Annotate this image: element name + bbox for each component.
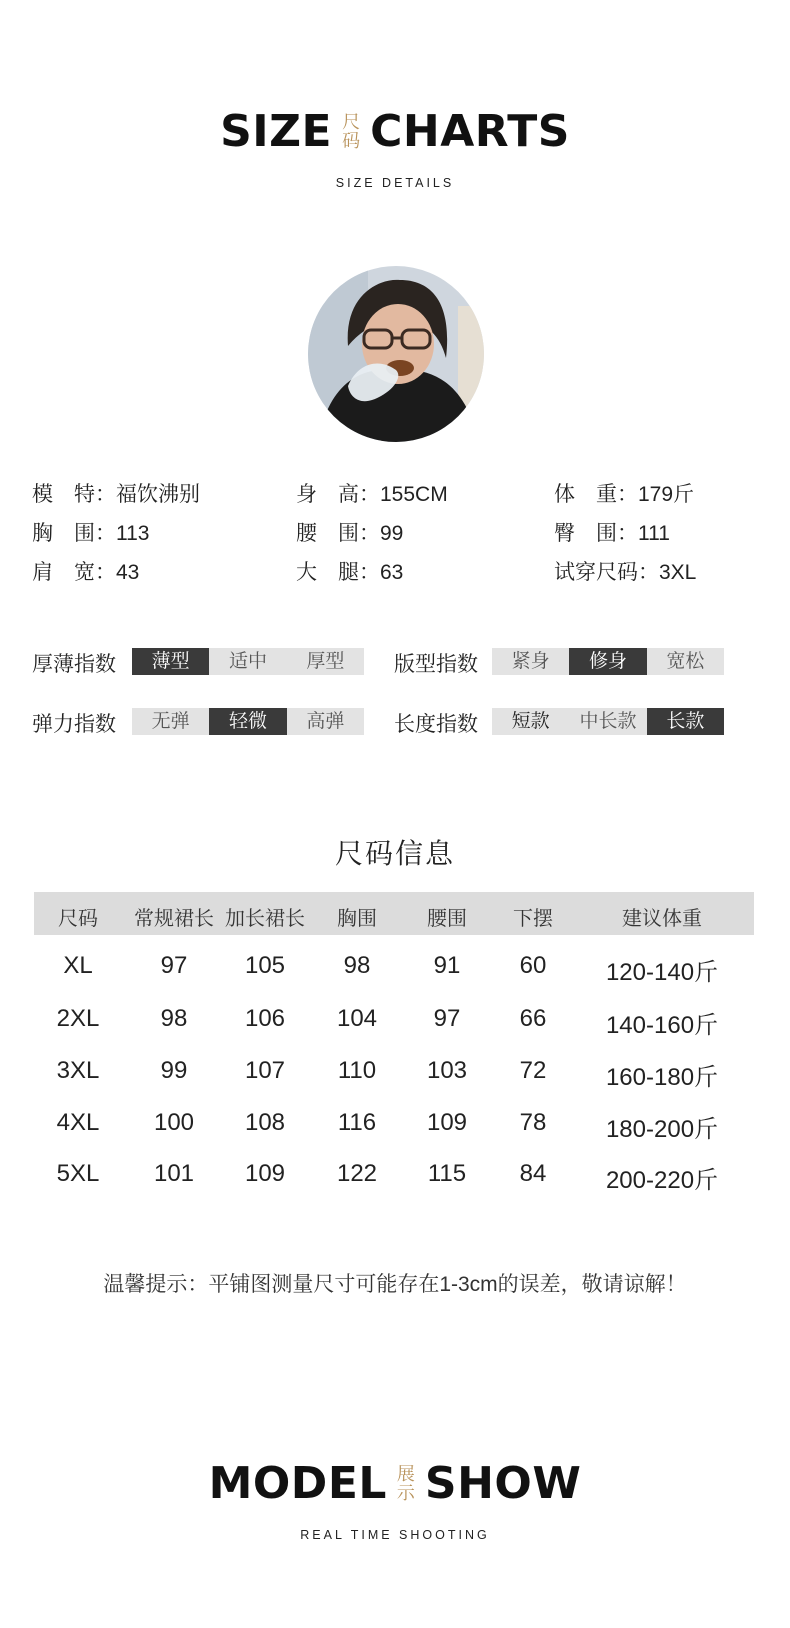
thickness-index-label: 厚薄指数 bbox=[32, 653, 116, 676]
fit-option-tight: 紧身 bbox=[511, 651, 550, 672]
size-table-cell-regular-length: 97 bbox=[160, 952, 188, 979]
thickness-option-medium: 适中 bbox=[228, 651, 267, 672]
size-table-cell-suggested-weight: 160-180斤 bbox=[605, 1064, 719, 1091]
size-table-header-extended-length: 加长裙长 bbox=[225, 908, 305, 930]
size-charts-title bbox=[0, 106, 790, 157]
size-table-cell-chest: 110 bbox=[337, 1057, 377, 1084]
size-table-header-waist: 腰围 bbox=[427, 908, 467, 930]
model-chest: 胸 围：113 bbox=[32, 522, 150, 545]
size-charts-word-size: SIZE bbox=[220, 106, 333, 157]
size-table-cell-extended-length: 105 bbox=[244, 952, 286, 979]
size-table-cell-size: 5XL bbox=[56, 1160, 100, 1187]
model-photo bbox=[308, 266, 484, 442]
size-table-cell-size: 4XL bbox=[56, 1109, 100, 1136]
elasticity-option-high: 高弹 bbox=[306, 711, 345, 732]
size-table-cell-chest: 104 bbox=[336, 1005, 378, 1032]
size-table-cell-chest: 122 bbox=[336, 1160, 378, 1187]
model-show-cn-bottom: 示 bbox=[396, 1482, 415, 1503]
size-table-cell-suggested-weight: 120-140斤 bbox=[605, 959, 719, 986]
size-table-cell-extended-length: 106 bbox=[244, 1005, 286, 1032]
size-table-cell-hem: 60 bbox=[519, 952, 547, 979]
size-table-cell-regular-length: 100 bbox=[153, 1109, 195, 1136]
size-table-cell-size: XL bbox=[63, 952, 93, 979]
size-table-cell-chest: 116 bbox=[337, 1109, 377, 1136]
thickness-option-thin: 薄型 bbox=[132, 648, 209, 675]
real-time-shooting-subtitle: REAL TIME SHOOTING bbox=[300, 1528, 490, 1542]
fit-index-label: 版型指数 bbox=[394, 653, 478, 676]
size-table-cell-waist: 103 bbox=[426, 1057, 468, 1084]
size-table-cell-waist: 97 bbox=[433, 1005, 461, 1032]
model-avatar bbox=[308, 266, 484, 442]
size-table-cell-suggested-weight: 140-160斤 bbox=[605, 1012, 719, 1039]
length-option-midlength: 中长款 bbox=[579, 711, 637, 732]
size-table-cell-waist: 115 bbox=[427, 1160, 467, 1187]
model-show-title bbox=[0, 1458, 790, 1509]
model-show-word-model: MODEL bbox=[208, 1458, 387, 1509]
fit-option-loose: 宽松 bbox=[666, 651, 705, 672]
size-charts-cn-label bbox=[342, 113, 360, 151]
size-table-cell-size: 3XL bbox=[56, 1057, 100, 1084]
size-table-cell-extended-length: 107 bbox=[244, 1057, 286, 1084]
size-table-cell-chest: 98 bbox=[343, 952, 371, 979]
elasticity-index-label: 弹力指数 bbox=[32, 713, 116, 736]
thickness-option-thick: 厚型 bbox=[306, 651, 345, 672]
size-table-header-regular-length: 常规裙长 bbox=[134, 908, 214, 930]
model-show-word-show: SHOW bbox=[424, 1458, 582, 1509]
fit-index-bar bbox=[492, 648, 724, 675]
model-shoulder: 肩 宽：43 bbox=[32, 561, 140, 584]
model-name: 模 特：福饮沸别 bbox=[32, 483, 200, 506]
size-table-cell-extended-length: 109 bbox=[244, 1160, 286, 1187]
size-table-cell-waist: 109 bbox=[426, 1109, 468, 1136]
model-waist: 腰 围：99 bbox=[296, 522, 404, 545]
length-option-long: 长款 bbox=[647, 708, 724, 735]
size-table-cell-hem: 66 bbox=[519, 1005, 547, 1032]
size-table-cell-waist: 91 bbox=[433, 952, 461, 979]
measurement-tip: 温馨提示：平铺图测量尺寸可能存在1-3cm的误差，敬请谅解！ bbox=[103, 1273, 687, 1296]
size-charts-cn-top: 尺 bbox=[342, 111, 361, 132]
model-thigh: 大 腿：63 bbox=[296, 561, 404, 584]
length-index-label: 长度指数 bbox=[394, 713, 478, 736]
size-info-title: 尺码信息 bbox=[334, 838, 455, 869]
size-table-header-hem: 下摆 bbox=[513, 908, 553, 930]
size-table-header-size: 尺码 bbox=[58, 908, 98, 930]
size-table-cell-hem: 72 bbox=[519, 1057, 547, 1084]
length-index-bar bbox=[492, 708, 724, 735]
size-table-cell-regular-length: 99 bbox=[160, 1057, 188, 1084]
elasticity-option-none: 无弹 bbox=[151, 711, 190, 732]
size-table-header-chest: 胸围 bbox=[337, 908, 377, 930]
elasticity-index-bar bbox=[132, 708, 364, 735]
elasticity-option-slight: 轻微 bbox=[209, 708, 286, 735]
size-table-cell-suggested-weight: 200-220斤 bbox=[605, 1167, 719, 1194]
size-table-cell-extended-length: 108 bbox=[244, 1109, 286, 1136]
size-table-header-suggested-weight: 建议体重 bbox=[622, 908, 702, 930]
model-try-size: 试穿尺码：3XL bbox=[554, 561, 697, 584]
model-hip: 臀 围：111 bbox=[554, 522, 670, 545]
size-table-cell-suggested-weight: 180-200斤 bbox=[605, 1116, 719, 1143]
size-table-cell-regular-length: 98 bbox=[160, 1005, 188, 1032]
size-charts-cn-bottom: 码 bbox=[342, 130, 361, 151]
model-height: 身 高：155CM bbox=[296, 483, 448, 506]
size-table-cell-hem: 78 bbox=[519, 1109, 547, 1136]
size-table-cell-size: 2XL bbox=[56, 1005, 100, 1032]
thickness-index-bar bbox=[132, 648, 364, 675]
model-show-cn-label bbox=[397, 1465, 415, 1503]
size-table-cell-regular-length: 101 bbox=[153, 1160, 195, 1187]
size-charts-word-charts: CHARTS bbox=[370, 106, 570, 157]
fit-option-slim: 修身 bbox=[569, 648, 646, 675]
model-weight: 体 重：179斤 bbox=[554, 483, 695, 506]
size-details-subtitle: SIZE DETAILS bbox=[335, 176, 455, 190]
size-table-cell-hem: 84 bbox=[519, 1160, 547, 1187]
model-show-cn-top: 展 bbox=[396, 1463, 415, 1484]
length-option-short: 短款 bbox=[511, 711, 550, 732]
